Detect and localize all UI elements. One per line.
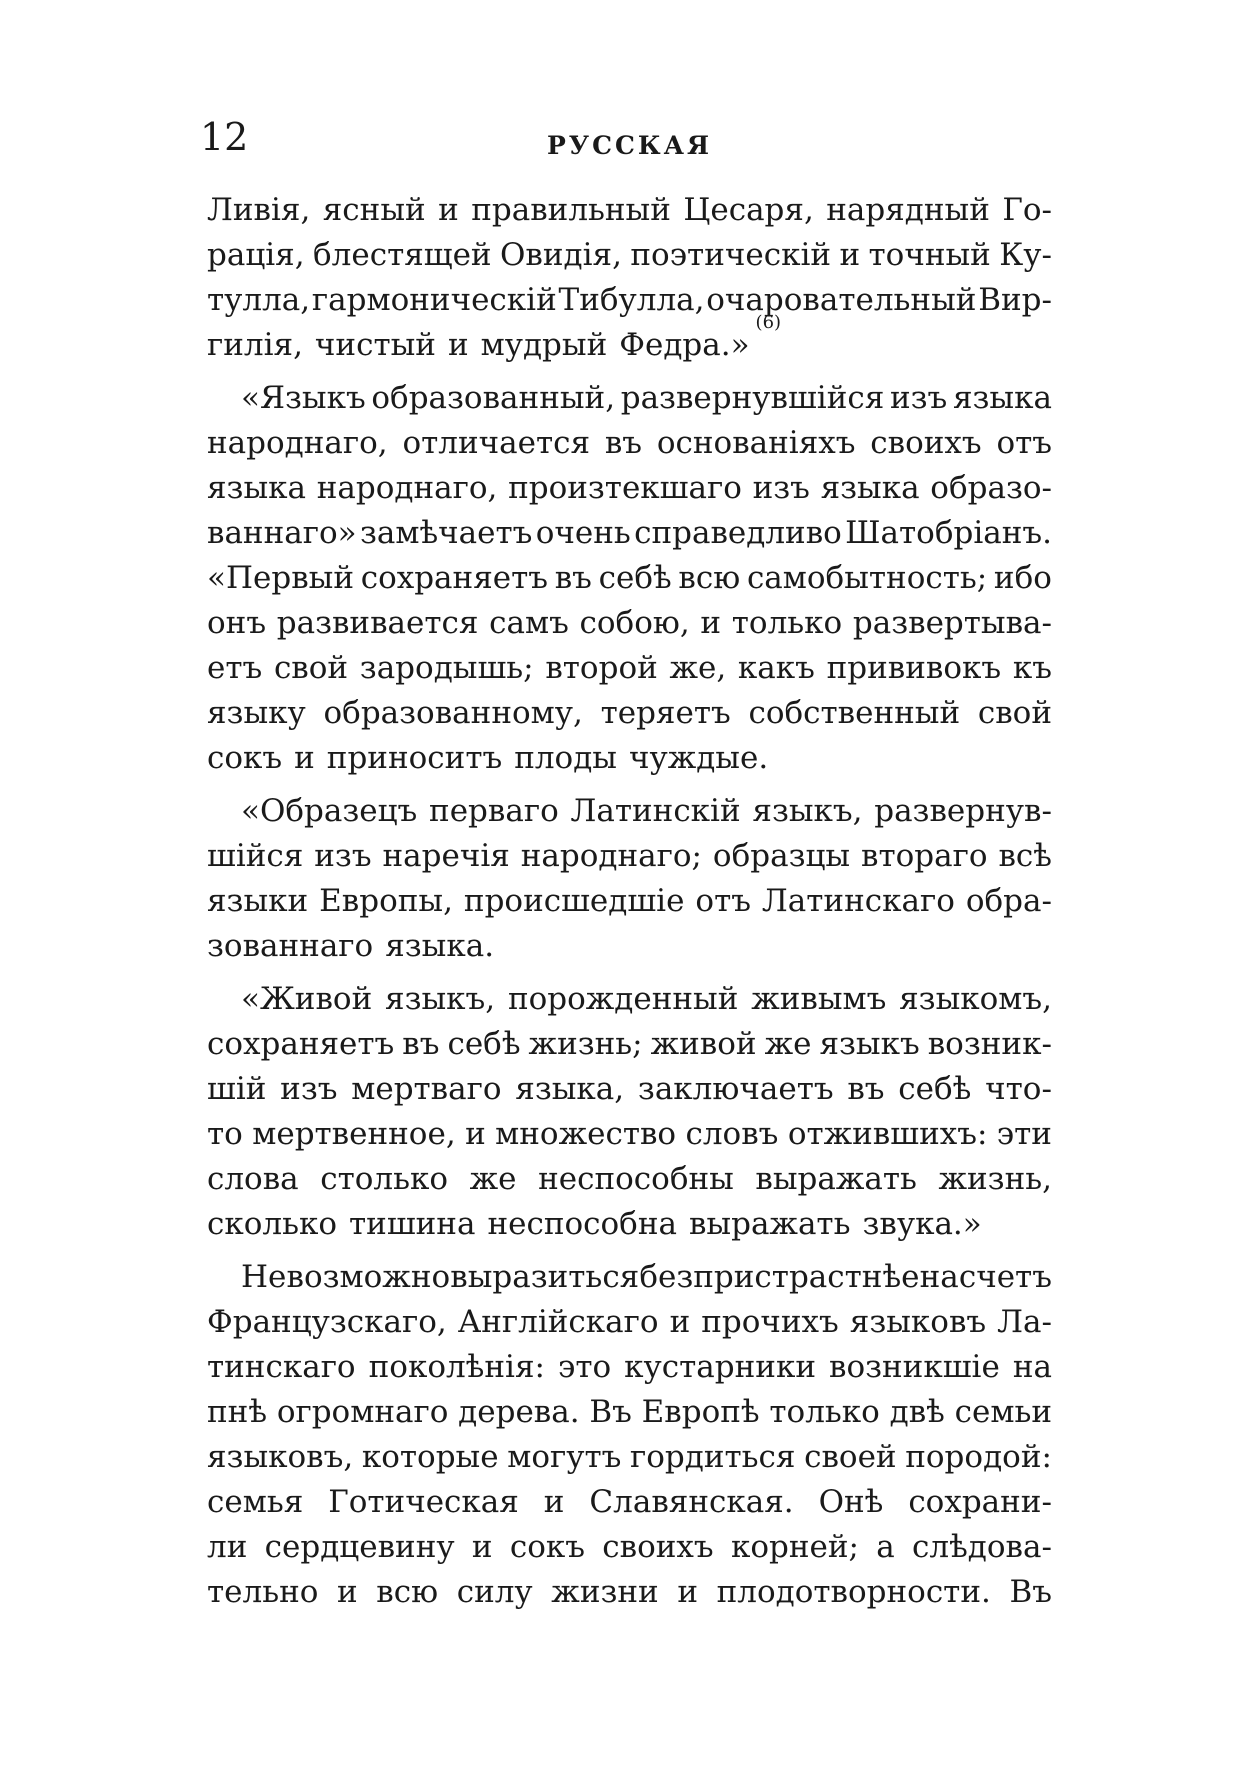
text-line: семья Готическая и Славянская. Онѣ сохрани- [207, 1484, 1052, 1520]
page-body [207, 188, 1052, 1615]
text-line: «Языкъ образованный, развернувшійся изъ языка [241, 380, 1052, 416]
text-line: пнѣ огромнаго дерева. Въ Европѣ только двѣ семьи [207, 1394, 1052, 1430]
text-line: гилія, чистый и мудрый Федра.» (6) [207, 323, 1052, 368]
page-number: 12 [200, 115, 249, 159]
text-line: зованнаго языка. [207, 928, 495, 964]
text-line: «Образецъ перваго Латинскій языкъ, развернув- [241, 793, 1052, 829]
text-line: сокъ и приноситъ плоды чуждые. [207, 740, 769, 776]
text-line: ваннаго» замѣчаетъ очень справедливо Шатобріанъ. [207, 515, 1052, 551]
text-line: шій изъ мертваго языка, заключаетъ въ себѣ что- [207, 1071, 1052, 1107]
text-line: языка народнаго, произтекшаго изъ языка образо- [207, 470, 1052, 506]
paragraph [207, 188, 1052, 368]
text-line: языковъ, которые могутъ гордиться своей породой: [207, 1439, 1052, 1475]
text-line: языки Европы, происшедшіе отъ Латинскаго обра- [207, 883, 1052, 919]
paragraph [207, 977, 1052, 1247]
text-line: языку образованному, теряетъ собственный свой [207, 695, 1052, 731]
text-line: Не возможно выразиться безпристрастнѣе на счетъ [241, 1259, 1052, 1295]
text-line: тулла, гармоническій Тибулла, очаровательный Вир- [207, 282, 1052, 318]
text-line: ли сердцевину и сокъ своихъ корней; а слѣдова- [207, 1529, 1052, 1565]
paragraph [207, 376, 1052, 781]
paragraph [207, 1255, 1052, 1615]
text-line: тинскаго поколѣнія: это кустарники возникшіе на [207, 1349, 1052, 1385]
running-title: РУССКАЯ [546, 131, 713, 160]
footnote-reference: (6) [755, 312, 782, 333]
text-line: сколько тишина неспособна выражать звука.» [207, 1206, 982, 1242]
text-line: Ливія, ясный и правильный Цесаря, нарядный Го- [207, 192, 1052, 228]
text-line: тельно и всю силу жизни и плодотворности. Въ [207, 1574, 1052, 1610]
text-line: етъ свой зародышь; второй же, какъ прививокъ къ [207, 650, 1052, 686]
paragraph [207, 789, 1052, 969]
text-line: слова столько же неспособны выражать жизнь, [207, 1161, 1052, 1197]
text-line: народнаго, отличается въ основаніяхъ своихъ отъ [207, 425, 1052, 461]
text-line: рація, блестящей Овидія, поэтическій и точный Ку- [207, 237, 1052, 273]
text-line: шійся изъ наречія народнаго; образцы втораго всѣ [207, 838, 1052, 874]
text-line: онъ развивается самъ собою, и только развертыва- [207, 605, 1052, 641]
text-line: сохраняетъ въ себѣ жизнь; живой же языкъ возник- [207, 1026, 1052, 1062]
text-line: Французскаго, Англійскаго и прочихъ языковъ Ла- [207, 1304, 1052, 1340]
text-line: «Первый сохраняетъ въ себѣ всю самобытность; ибо [207, 560, 1052, 596]
text-line: «Живой языкъ, порожденный живымъ языкомъ, [241, 981, 1052, 1017]
text-line: то мертвенное, и множество словъ отжившихъ: эти [207, 1116, 1052, 1152]
